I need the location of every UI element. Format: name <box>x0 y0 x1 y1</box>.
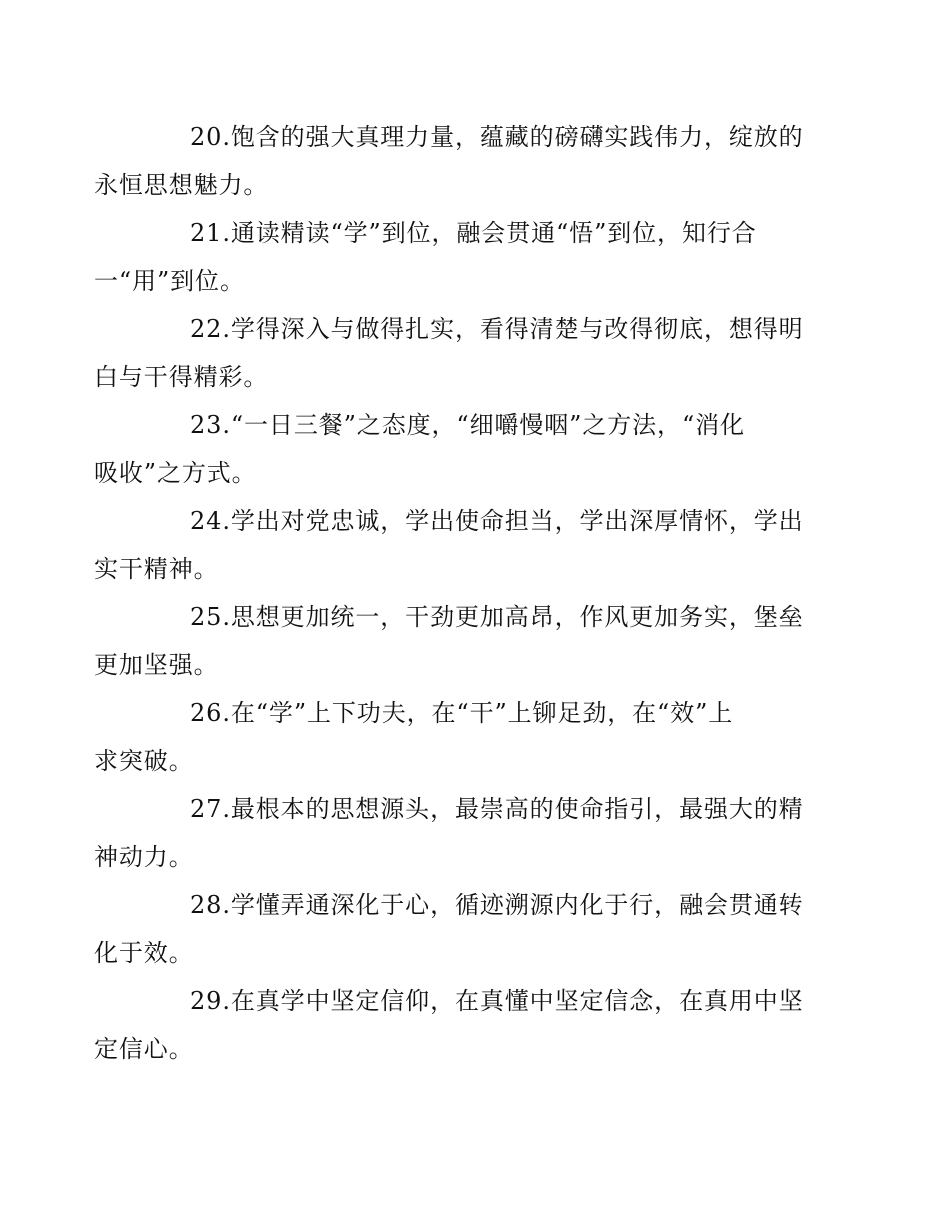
paragraph-24-line-2: 实干精神。 <box>94 555 219 583</box>
paragraph-21-line-1: 21.通读精读“学”到位，融会贯通“悟”到位，知行合 <box>190 219 757 247</box>
paragraph-26-line-2: 求突破。 <box>94 747 194 775</box>
paragraph-25-line-1: 25.思想更加统一，干劲更加高昂，作风更加务实，堡垒 <box>190 603 804 631</box>
paragraph-20-line-2: 永恒思想魅力。 <box>94 171 269 199</box>
paragraph-23-line-1: 23.“一日三餐”之态度，“细嚼慢咽”之方法，“消化 <box>190 411 745 439</box>
paragraph-25-line-2: 更加坚强。 <box>94 651 219 679</box>
paragraph-21 <box>94 209 810 305</box>
paragraph-22-line-2: 白与干得精彩。 <box>94 363 269 391</box>
paragraph-29-line-2: 定信心。 <box>94 1035 194 1063</box>
paragraph-28 <box>94 881 810 977</box>
paragraph-20-line-1: 20.饱含的强大真理力量，蕴藏的磅礴实践伟力，绽放的 <box>190 123 804 151</box>
paragraph-28-line-2: 化于效。 <box>94 939 194 967</box>
paragraph-22 <box>94 305 810 401</box>
paragraph-23-line-2: 吸收”之方式。 <box>94 459 257 487</box>
paragraph-28-line-1: 28.学懂弄通深化于心，循迹溯源内化于行，融会贯通转 <box>190 891 804 919</box>
paragraph-26 <box>94 689 810 785</box>
paragraph-24-line-1: 24.学出对党忠诚，学出使命担当，学出深厚情怀，学出 <box>190 507 804 535</box>
document-body <box>94 113 810 1073</box>
paragraph-27-line-1: 27.最根本的思想源头，最崇高的使命指引，最强大的精 <box>190 795 804 823</box>
paragraph-26-line-1: 26.在“学”上下功夫，在“干”上铆足劲，在“效”上 <box>190 699 734 727</box>
paragraph-29 <box>94 977 810 1073</box>
paragraph-27-line-2: 神动力。 <box>94 843 194 871</box>
paragraph-27 <box>94 785 810 881</box>
paragraph-24 <box>94 497 810 593</box>
paragraph-23 <box>94 401 810 497</box>
paragraph-29-line-1: 29.在真学中坚定信仰，在真懂中坚定信念，在真用中坚 <box>190 987 804 1015</box>
paragraph-20 <box>94 113 810 209</box>
paragraph-25 <box>94 593 810 689</box>
paragraph-22-line-1: 22.学得深入与做得扎实，看得清楚与改得彻底，想得明 <box>190 315 804 343</box>
paragraph-21-line-2: 一“用”到位。 <box>94 267 245 295</box>
